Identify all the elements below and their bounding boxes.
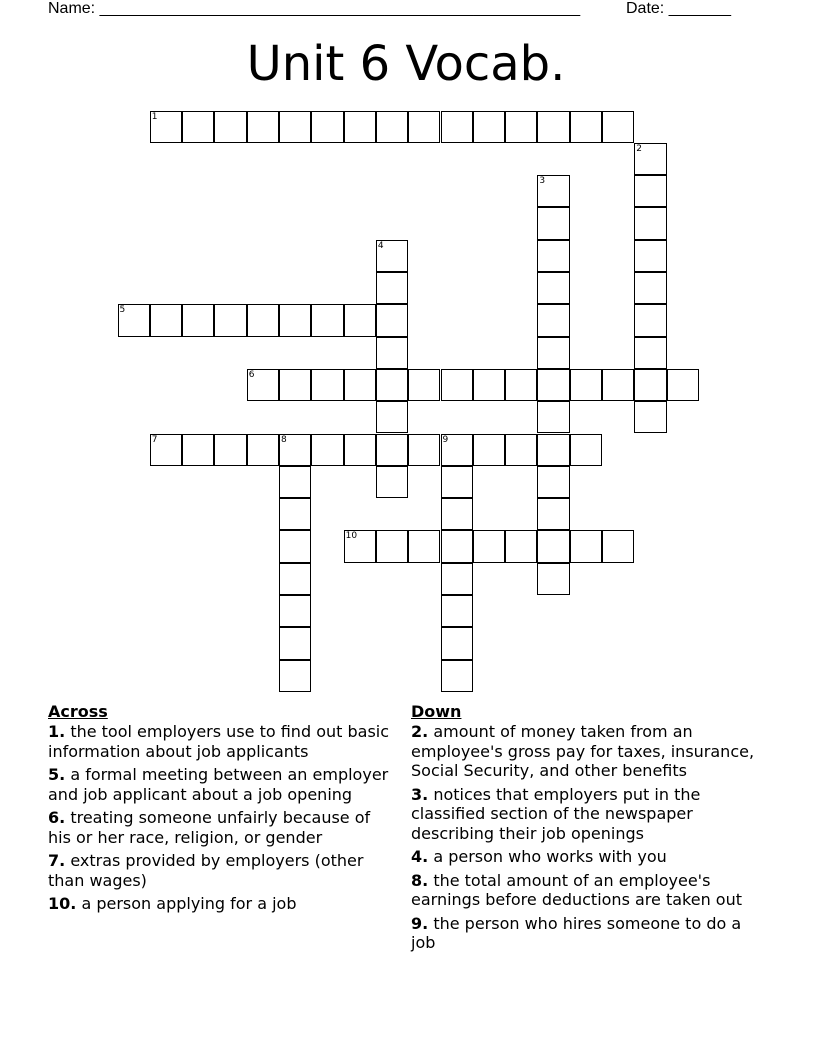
crossword-cell[interactable] [344, 530, 376, 562]
across-clue [48, 765, 398, 804]
crossword-cell[interactable] [537, 563, 569, 595]
crossword-cell[interactable] [634, 337, 666, 369]
clue-number: 6. [48, 808, 66, 827]
crossword-cell[interactable] [376, 111, 408, 143]
crossword-cell[interactable] [634, 240, 666, 272]
crossword-cell[interactable] [118, 304, 150, 336]
crossword-cell[interactable] [441, 627, 473, 659]
crossword-cell[interactable] [279, 304, 311, 336]
crossword-cell[interactable] [376, 466, 408, 498]
crossword-cell[interactable] [537, 466, 569, 498]
clue-number: 8 [281, 434, 287, 445]
down-clue-list [411, 722, 761, 953]
crossword-cell[interactable] [505, 111, 537, 143]
clue-number: 5 [119, 305, 126, 316]
across-clue [48, 808, 398, 847]
crossword-cell[interactable] [505, 530, 537, 562]
name-label: Name: [48, 0, 96, 17]
crossword-cell[interactable] [279, 563, 311, 595]
down-clue [411, 847, 761, 867]
crossword-cell[interactable] [473, 111, 505, 143]
across-clue-list [48, 722, 398, 914]
crossword-cell[interactable] [150, 304, 182, 336]
crossword-cell[interactable] [634, 175, 666, 207]
crossword-cell[interactable] [537, 111, 569, 143]
clue-number: 7 [151, 434, 158, 445]
across-clues [48, 702, 398, 918]
crossword-cell[interactable] [247, 304, 279, 336]
crossword-cell[interactable] [182, 304, 214, 336]
date-line: _______ [668, 0, 731, 17]
crossword-cell[interactable] [247, 111, 279, 143]
down-clue [411, 785, 761, 844]
crossword-cell[interactable] [505, 434, 537, 466]
clue-number: 8. [411, 870, 429, 890]
down-clue [411, 914, 761, 953]
crossword-cell[interactable] [602, 369, 634, 401]
crossword-cell[interactable] [570, 369, 602, 401]
crossword-cell[interactable] [537, 207, 569, 239]
down-heading: Down [411, 702, 462, 721]
crossword-cell[interactable] [537, 304, 569, 336]
down-clue [411, 722, 761, 781]
crossword-cell[interactable] [311, 369, 343, 401]
clue-text: a person applying for a job [81, 894, 297, 913]
page-title: Unit 6 Vocab. [246, 36, 566, 92]
crossword-cell[interactable] [408, 111, 440, 143]
crossword-cell[interactable] [311, 111, 343, 143]
crossword-cell[interactable] [376, 530, 408, 562]
crossword-cell[interactable] [634, 207, 666, 239]
clue-text: a formal meeting between an employer and job applicant about a job opening [48, 765, 389, 804]
across-clue [48, 722, 398, 761]
crossword-cell[interactable] [570, 530, 602, 562]
clue-text: extras provided by employers (other than wages) [48, 851, 364, 890]
crossword-cell[interactable] [537, 498, 569, 530]
crossword-cell[interactable] [473, 434, 505, 466]
clue-text: notices that employers put in the classified section of the newspaper describing their job openings [411, 784, 701, 843]
clue-number: 4. [411, 847, 429, 866]
crossword-cell[interactable] [441, 111, 473, 143]
crossword-cell[interactable] [214, 304, 246, 336]
crossword-cell[interactable] [376, 369, 408, 401]
crossword-cell[interactable] [441, 530, 473, 562]
across-clue [48, 851, 398, 890]
crossword-cell[interactable] [441, 498, 473, 530]
clue-number: 9. [411, 913, 429, 933]
crossword-cell[interactable] [279, 627, 311, 659]
crossword-cell[interactable] [537, 369, 569, 401]
clue-text: the person who hires someone to do a job [411, 913, 742, 952]
crossword-cell[interactable] [344, 111, 376, 143]
clue-number: 5. [48, 765, 66, 784]
crossword-cell[interactable] [311, 434, 343, 466]
crossword-cell[interactable] [279, 369, 311, 401]
across-heading: Across [48, 702, 108, 721]
crossword-cell[interactable] [441, 434, 473, 466]
name-line: ______________________________________________________ [99, 0, 581, 17]
crossword-cell[interactable] [408, 434, 440, 466]
down-clues [411, 702, 761, 957]
clue-number: 3. [411, 784, 429, 804]
crossword-cell[interactable] [634, 401, 666, 433]
crossword-cell[interactable] [537, 175, 569, 207]
crossword-cell[interactable] [473, 530, 505, 562]
crossword-cell[interactable] [441, 660, 473, 692]
crossword-cell[interactable] [537, 240, 569, 272]
crossword-cell[interactable] [376, 272, 408, 304]
clue-number: 7. [48, 851, 66, 870]
crossword-cell[interactable] [602, 530, 634, 562]
clue-number: 4 [377, 240, 384, 251]
clue-number: 1. [48, 722, 66, 741]
crossword-cell[interactable] [150, 111, 182, 143]
crossword-cell[interactable] [537, 337, 569, 369]
date-label: Date: [626, 0, 665, 17]
clue-number: 10. [48, 894, 77, 913]
crossword-cell[interactable] [214, 434, 246, 466]
clue-text: a person who works with you [433, 847, 667, 866]
across-clue [48, 894, 398, 914]
crossword-cell[interactable] [344, 304, 376, 336]
clue-number: 2. [411, 722, 429, 741]
clue-text: amount of money taken from an employee's gross pay for taxes, insurance, Social Security, and other benefits [411, 722, 755, 780]
crossword-cell[interactable] [344, 434, 376, 466]
crossword-cell[interactable] [537, 401, 569, 433]
crossword-cell[interactable] [376, 337, 408, 369]
crossword-cell[interactable] [667, 369, 699, 401]
crossword-cell[interactable] [376, 240, 408, 272]
crossword-cell[interactable] [441, 563, 473, 595]
crossword-cell[interactable] [279, 434, 311, 466]
crossword-cell[interactable] [247, 369, 279, 401]
down-clue [411, 871, 761, 910]
crossword-cell[interactable] [279, 595, 311, 627]
crossword-cell[interactable] [182, 434, 214, 466]
clue-number: 6 [248, 369, 255, 380]
crossword-cell[interactable] [570, 434, 602, 466]
crossword-cell[interactable] [634, 272, 666, 304]
crossword-cell[interactable] [408, 369, 440, 401]
crossword-cell[interactable] [537, 272, 569, 304]
clue-number: 3 [539, 176, 546, 187]
crossword-cell[interactable] [279, 111, 311, 143]
crossword-cell[interactable] [602, 111, 634, 143]
crossword-cell[interactable] [441, 369, 473, 401]
clue-number: 2 [636, 143, 643, 154]
crossword-cell[interactable] [182, 111, 214, 143]
crossword-cell[interactable] [247, 434, 279, 466]
clue-text: the tool employers use to find out basic information about job applicants [48, 722, 390, 761]
crossword-cell[interactable] [441, 466, 473, 498]
crossword-cell[interactable] [408, 530, 440, 562]
crossword-cell[interactable] [311, 304, 343, 336]
crossword-cell[interactable] [634, 304, 666, 336]
clue-number: 10 [345, 531, 358, 542]
crossword-cell[interactable] [279, 466, 311, 498]
crossword-cell[interactable] [344, 369, 376, 401]
clue-number: 1 [151, 111, 158, 122]
crossword-cell[interactable] [376, 401, 408, 433]
crossword-cell[interactable] [537, 530, 569, 562]
crossword-cell[interactable] [473, 369, 505, 401]
clue-text: treating someone unfairly because of his or her race, religion, or gender [48, 808, 371, 847]
crossword-cell[interactable] [150, 434, 182, 466]
crossword-cell[interactable] [279, 530, 311, 562]
crossword-cell[interactable] [376, 304, 408, 336]
crossword-cell[interactable] [570, 111, 602, 143]
crossword-cell[interactable] [279, 660, 311, 692]
crossword-cell[interactable] [441, 595, 473, 627]
clue-text: the total amount of an employee's earnings before deductions are taken out [411, 870, 742, 909]
crossword-cell[interactable] [634, 143, 666, 175]
crossword-cell[interactable] [537, 434, 569, 466]
crossword-cell[interactable] [279, 498, 311, 530]
crossword-cell[interactable] [214, 111, 246, 143]
crossword-cell[interactable] [634, 369, 666, 401]
crossword-cell[interactable] [376, 434, 408, 466]
crossword-cell[interactable] [505, 369, 537, 401]
clue-number: 9 [442, 434, 449, 445]
